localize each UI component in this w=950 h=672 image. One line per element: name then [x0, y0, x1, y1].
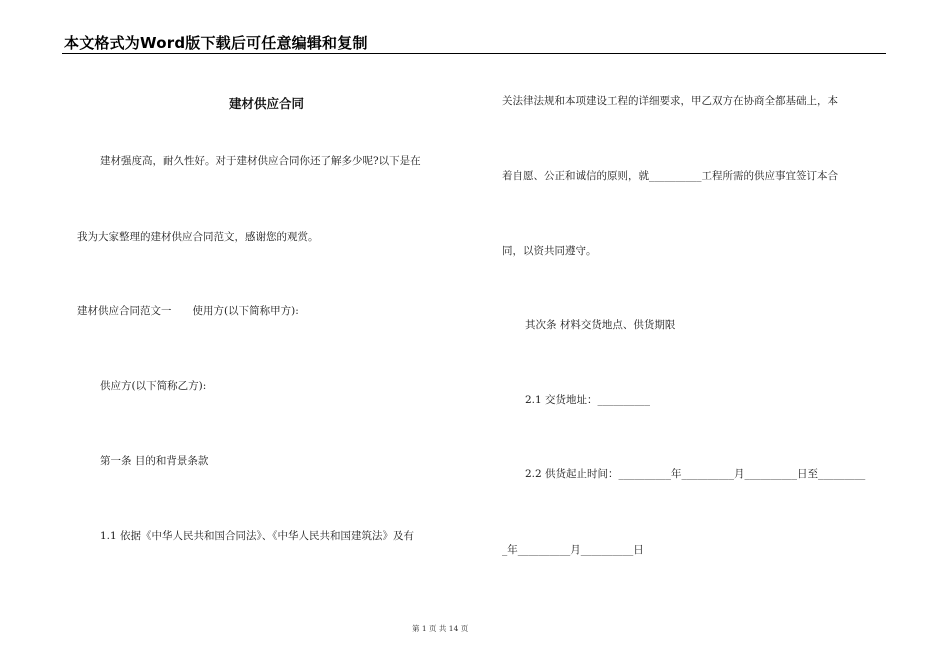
left-paragraph-line: 建材强度高，耐久性好。对于建材供应合同你还了解多少呢?以下是在 [100, 155, 421, 167]
right-paragraph-line: 同，以资共同遵守。 [502, 245, 597, 257]
document-title: 建材供应合同 [229, 96, 305, 111]
left-paragraph-line: 1.1 依据《中华人民共和国合同法》、《中华人民共和国建筑法》及有 [100, 530, 415, 542]
left-paragraph-line: 建材供应合同范文一 使用方(以下简称甲方): [77, 305, 299, 317]
page-indicator: 第 1 页 共 14 页 [412, 624, 469, 633]
right-paragraph-line: 2.2 供货起止时间：__________年__________月__________日至_________ [525, 468, 866, 480]
header-divider [62, 53, 886, 54]
right-paragraph-line: 着自愿、公正和诚信的原则，就__________工程所需的供应事宜签订本合 [502, 170, 838, 182]
document-banner: 本文格式为Word版下载后可任意编辑和复制 [64, 34, 368, 52]
left-paragraph-line: 供应方(以下简称乙方): [100, 380, 207, 392]
clause-heading: 其次条 材料交货地点、供货期限 [525, 319, 676, 331]
right-paragraph-line: _年__________月__________日 [502, 544, 644, 556]
right-paragraph-line: 2.1 交货地址：__________ [525, 394, 651, 406]
right-paragraph-line: 关法律法规和本项建设工程的详细要求，甲乙双方在协商全都基础上，本 [502, 95, 838, 107]
left-paragraph-line: 我为大家整理的建材供应合同范文，感谢您的观赏。 [77, 231, 319, 243]
clause-heading: 第一条 目的和背景条款 [100, 455, 209, 467]
